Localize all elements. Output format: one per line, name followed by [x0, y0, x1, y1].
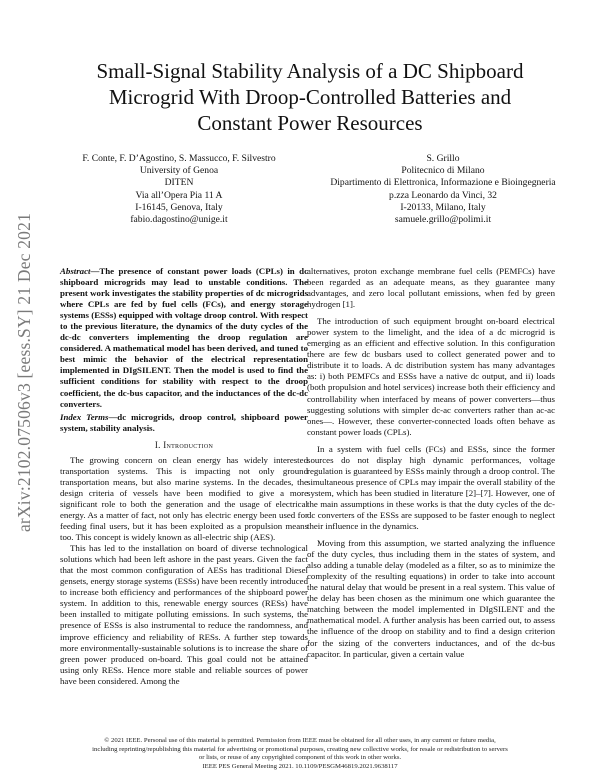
arxiv-stamp-text: arXiv:2102.07506v3 [eess.SY] 21 Dec 2021 [14, 212, 35, 532]
author-address: p.zza Leonardo da Vinci, 32 [389, 189, 497, 201]
author-block-genoa [50, 153, 308, 226]
body-paragraph: alternatives, proton exchange membrane fuel cells (PEMFCs) have been regarded as an adequate means, as they guarantee many advantages, and zero local pollutant emissions, when fed by green hydrogen [1]. [307, 266, 555, 310]
author-address: Via all’Opera Pia 11 A [135, 189, 223, 201]
copyright-footer [40, 737, 560, 771]
footer-line: © 2021 IEEE. Personal use of this material is permitted. Permission from IEEE must be obtained for all other uses, in any current or future media, [104, 737, 496, 744]
author-affiliation: Politecnico di Milano [401, 165, 485, 177]
footer-line: IEEE PES General Meeting 2021. 10.1109/PESGM46819.2021.9638117 [202, 762, 398, 770]
author-department: Dipartimento di Elettronica, Informazione e Bioingegneria [330, 177, 556, 189]
author-city: I-16145, Genova, Italy [135, 201, 223, 213]
paper-title [40, 58, 580, 136]
section-heading-introduction: I. Introduction [154, 439, 214, 450]
right-column [307, 266, 555, 666]
author-city: I-20133, Milano, Italy [400, 201, 486, 213]
title-line: Constant Power Resources [197, 111, 423, 135]
body-paragraph: The growing concern on clean energy has widely interested transportation systems. This is impacting not only ground transportation means, but also marine systems. In the decades, the design criteria of vessels have been modified to give a more significant role to both the generation and the usage of electrical energy. As a matter of fact, not only has electric energy been used for feeding final users, but it has been exploited as a propulsion means too. This concept is widely known as all-electric ship (AES). [60, 454, 308, 543]
abstract [60, 266, 308, 410]
index-terms-label: Index Terms [60, 411, 109, 422]
abstract-text: —The presence of constant power loads (CPLs) in dc shipboard microgrids may lead to unstable conditions. The present work investigates the stability properties of dc microgrids where CPLs are fed by fuel cells (FCs), and energy storage systems (ESSs) equipped with voltage droop control. With respect to the previous literature, the dynamics of the duty cycles of the dc-dc converters implementing the droop regulation are considered. A mathematical model has been derived, and tuned to best mimic the behavior of the electrical representation implemented in DIgSILENT. Then the model is used to find the sufficient conditions for stability with respect to the droop coefficient, the dc-bus capacitor, and the inductances of the dc-dc converters. [60, 266, 308, 409]
author-department: DITEN [164, 177, 194, 189]
author-email: fabio.dagostino@unige.it [130, 214, 228, 226]
title-line: Microgrid With Droop-Controlled Batteries and [108, 85, 512, 109]
author-names: S. Grillo [426, 153, 460, 164]
author-block-milano [318, 153, 568, 226]
left-column [60, 266, 308, 687]
index-terms [60, 412, 308, 434]
author-names: F. Conte, F. D’Agostino, S. Massucco, F. Silvestro [82, 153, 276, 164]
author-affiliation: University of Genoa [139, 165, 219, 177]
body-paragraph: Moving from this assumption, we started analyzing the influence of the duty cycles, thus including them in the states of system, and also adding a tunable delay (modeled as a filter, so as to minimize the complexity of the resulting equations) in order to take into account the natural delay that would be present in a real system. This value of the delay has been chosen as the minimum one which guarantee the matching between the model implemented in DIgSILENT and the mathematical model. A further analysis has been carried out, to assess the influence of the droop on stability and to find a design criterion for the sizing of the converters inductances, and of the dc-bus capacitor. In particular, given a certain value [307, 538, 555, 659]
body-paragraph: This has led to the installation on board of diverse technological solutions which had been left ashore in the past years. Given the fact that the most common configuration of AESs has traditional Diesel gensets, energy storage systems (ESSs) have been recently introduced to increase both efficiency and performances of the shipboard power system. In addition to this, renewable energy sources (RESs) have been installed to mitigate polluting emissions. In such systems, the presence of ESSs is also instrumental to reduce the randomness, and improve efficiency and reliability of RESs. A further step towards more environmentally-sustainable solutions is to increase the share of green power produced on-board. This goal could not be attained using only RESs. Hence more stable and reliable sources of power have been considered. Among the [60, 543, 308, 686]
arxiv-stamp [14, 152, 36, 592]
title-line: Small-Signal Stability Analysis of a DC Shipboard [96, 59, 524, 83]
footer-line: including reprinting/republishing this material for advertising or promotional purposes, creating new collective works, for resale or redistribution to servers [92, 745, 508, 753]
abstract-label: Abstract [60, 266, 91, 276]
author-email: samuele.grillo@polimi.it [394, 214, 492, 226]
body-paragraph: In a system with fuel cells (FCs) and ESSs, since the former sources do not display high dynamic performances, voltage regulation is guaranteed by ESSs mainly through a droop control. The simultaneous presence of CPLs may impair the overall stability of the system, which has been studied in literature [2]–[7]. However, one of the main assumptions in these works is that the duty cycles of the dc-dc converters of the ESSs are supposed to be faster enough to neglect their influence in the dynamics. [307, 443, 555, 532]
footer-line: or lists, or reuse of any copyrighted component of this work in other works. [198, 754, 402, 762]
body-paragraph: The introduction of such equipment brought on-board electrical power system to the limelight, and the idea of a dc microgrid is emerging as an efficient and effective solution. In this configuration there are few dc busbars used to collect generated power and to distribute it to loads. A dc distribution system has many advantages as: i) both PEMFCs and ESSs have a native dc output, and ii) loads (both propulsion and hotel services) increase both their efficiency and controllability when interfaced by means of power converters—thus suggesting solutions with simpler dc-ac converters rather than ac-ac ones—. However, these converter-connected loads often behave as constant power loads (CPLs). [307, 316, 555, 437]
index-terms-text: —dc microgrids, droop control, shipboard power system, stability analysis. [60, 411, 308, 433]
